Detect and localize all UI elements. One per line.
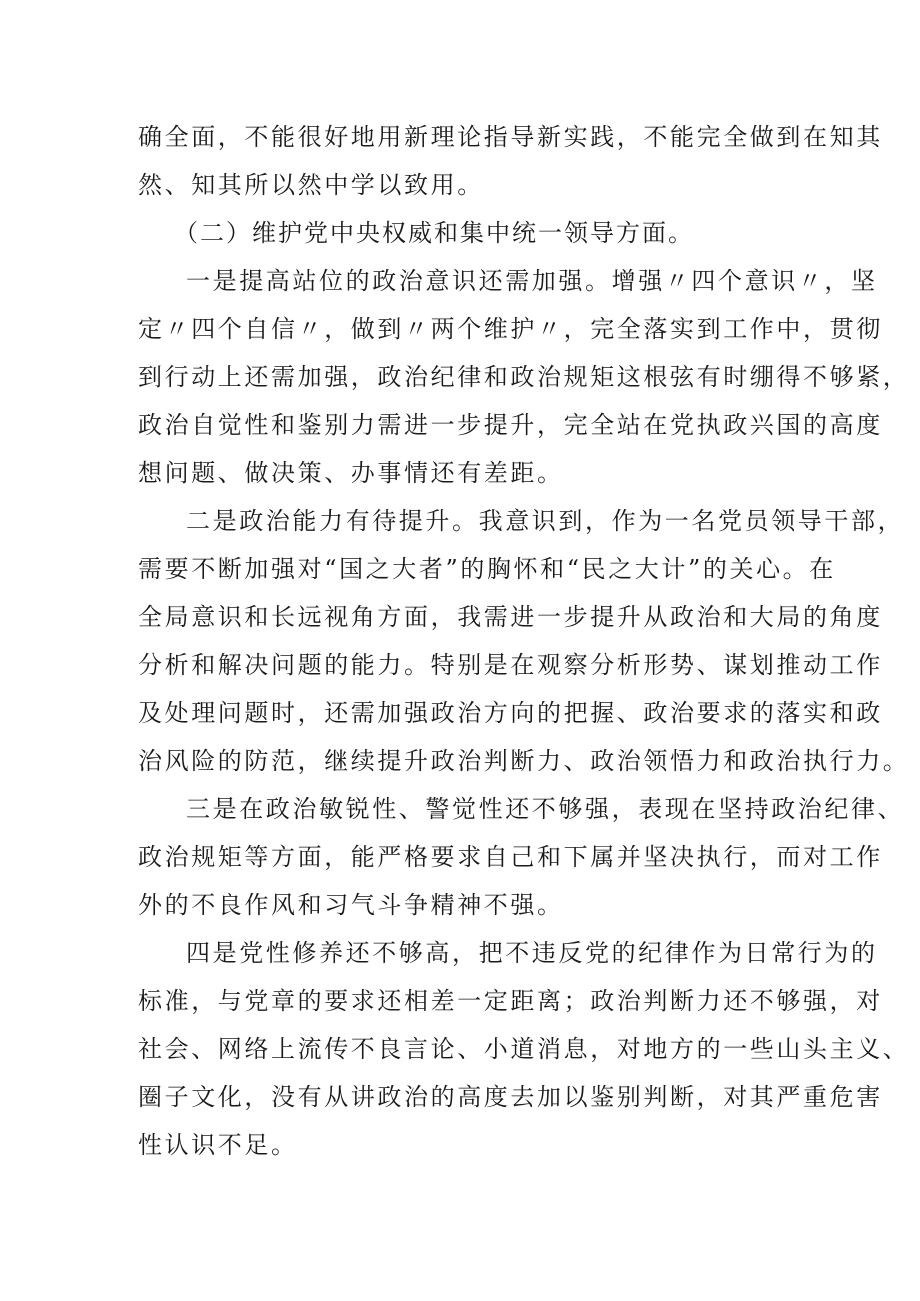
paragraph-point-two [138,497,910,785]
text-line: 社会、网络上流传不良言论、小道消息，对地方的一些山头主义、 [138,1035,910,1063]
text-line: 圈子文化，没有从讲政治的高度去加以鉴别判断，对其严重危害 [138,1083,883,1111]
paragraph-point-three [138,785,905,929]
text-line: 需要不断加强对“国之大者”的胸怀和“民之大计”的关心。在 [138,555,836,583]
paragraph-continuation [138,113,883,209]
section-heading-text: （二）维护党中央权威和集中统一领导方面。 [174,219,694,247]
text-line: 全局意识和长远视角方面，我需进一步提升从政治和大局的角度 [138,603,883,631]
text-line: 一是提高站位的政治意识还需加强。增强〃四个意识〃，坚 [186,267,878,295]
text-line: 定〃四个自信〃，做到〃两个维护〃，完全落实到工作中，贯彻 [138,315,883,343]
text-line: 性认识不足。 [138,1131,298,1159]
text-line: 政治规矩等方面，能严格要求自己和下属并坚决执行，而对工作 [138,843,883,871]
paragraph-point-one [138,257,910,497]
text-line: 四是党性修养还不够高，把不违反党的纪律作为日常行为的 [186,939,878,967]
paragraph-point-four [138,929,910,1169]
text-line: 标准，与党章的要求还相差一定距离；政治判断力还不够强，对 [138,987,883,1015]
text-line: 然、知其所以然中学以致用。 [138,171,484,199]
text-line: 治风险的防范，继续提升政治判断力、政治领悟力和政治执行力。 [138,747,910,775]
text-line: 外的不良作风和习气斗争精神不强。 [138,891,564,919]
text-line: 确全面，不能很好地用新理论指导新实践，不能完全做到在知其 [138,123,883,151]
document-page [138,113,910,1169]
section-heading [138,209,800,257]
text-line: 三是在政治敏锐性、警觉性还不够强，表现在坚持政治纪律、 [186,795,905,823]
text-line: 想问题、做决策、办事情还有差距。 [138,459,564,487]
text-line: 分析和解决问题的能力。特别是在观察分析形势、谋划推动工作 [138,651,883,679]
text-line: 政治自觉性和鉴别力需进一步提升，完全站在党执政兴国的高度 [138,411,883,439]
text-line: 二是政治能力有待提升。我意识到，作为一名党员领导干部， [186,507,905,535]
text-line: 到行动上还需加强，政治纪律和政治规矩这根弦有时绷得不够紧， [138,363,910,391]
text-line: 及处理问题时，还需加强政治方向的把握、政治要求的落实和政 [138,699,883,727]
